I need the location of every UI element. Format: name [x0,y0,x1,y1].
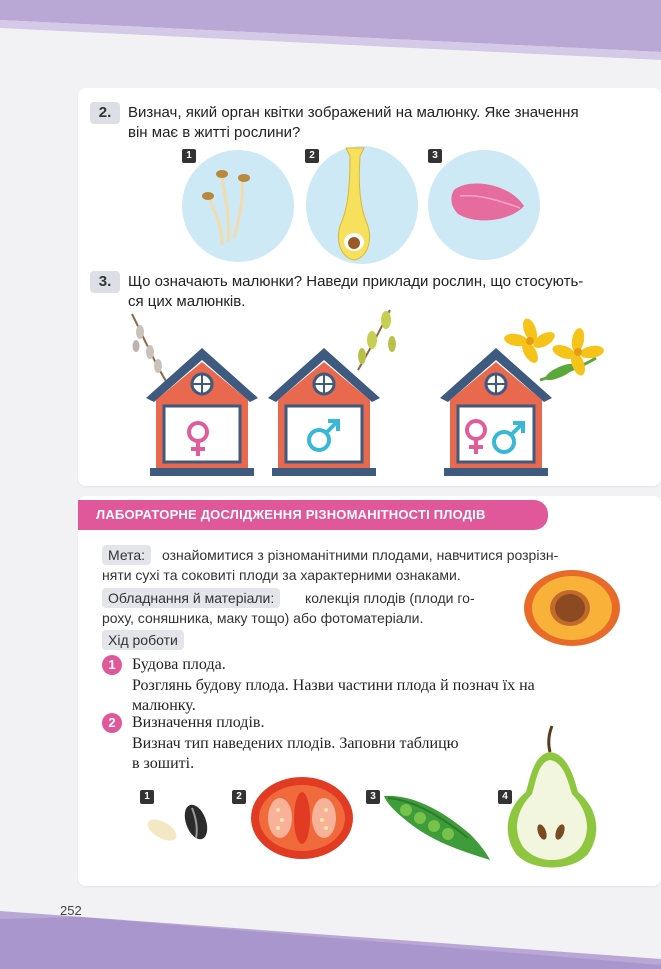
question-2-text-line1: Визнач, який орган квітки зображений на малюнку. Яке значення [128,104,579,121]
materials-label: Обладнання й матеріали: [102,588,280,608]
question-3-text-line1: Що означають малюнки? Наведи приклади рослин, що стосують- [128,273,584,290]
fruit-label-2: 2 [232,790,246,804]
lab-title: ЛАБОРАТОРНЕ ДОСЛІДЖЕННЯ РІЗНОМАНІТНОСТІ ПЛОДІВ [78,500,548,530]
petal-icon [428,150,540,260]
stamens-icon [182,150,294,262]
goal-text-line2: няти сухі та соковиті плоди за характерними ознаками. [102,567,461,583]
step-2-text-line2: в зошиті. [132,755,195,772]
procedure-label: Хід роботи [102,630,184,650]
question-2-number: 2. [90,102,120,124]
fruit-label-4: 4 [498,790,512,804]
image-label-2: 2 [305,149,319,163]
step-2-badge: 2 [102,713,122,733]
question-3-text-line2: ся цих малюнків. [128,293,246,310]
page-number: 252 [60,903,82,918]
image-label-3: 3 [428,149,442,163]
pea-pod-icon [382,790,492,860]
male-symbol-icon [304,416,344,456]
goal-label: Мета: [102,545,151,565]
female-male-symbols-icon [460,416,530,456]
step-2-title: Визначення плодів. [132,714,265,731]
fruit-label-3: 3 [366,790,380,804]
image-label-1: 1 [182,149,196,163]
pistil-icon [306,146,418,264]
step-1-text-line1: Розглянь будову плода. Назви частини плода й познач їх на [132,677,535,694]
yellow-flowers-icon [500,318,610,388]
bottom-decorative-band [0,899,661,969]
step-1-text-line2: малюнку. [132,697,196,714]
peach-halved-icon [522,568,622,648]
pear-icon [502,722,602,872]
fruit-label-1: 1 [140,790,154,804]
female-symbol-icon [180,418,220,458]
question-2-text-line2: він має в житті рослини? [128,124,301,141]
tomato-icon [250,776,354,860]
materials-text-line2: роху, соняшника, маку тощо) або фотоматеріали. [102,610,424,626]
step-2-text-line1: Визнач тип наведених плодів. Заповни таблицю [132,735,459,752]
step-1-title: Будова плода. [132,656,226,673]
house-male [268,346,380,476]
step-1-badge: 1 [102,655,122,675]
question-3-number: 3. [90,271,120,293]
materials-text-line1: колекція плодів (плоди го- [305,590,475,606]
top-decorative-band [0,0,661,60]
goal-text-line1: ознайомитися з різноманітними плодами, навчитися розрізн- [162,547,559,563]
sunflower-seeds-icon [140,802,220,852]
